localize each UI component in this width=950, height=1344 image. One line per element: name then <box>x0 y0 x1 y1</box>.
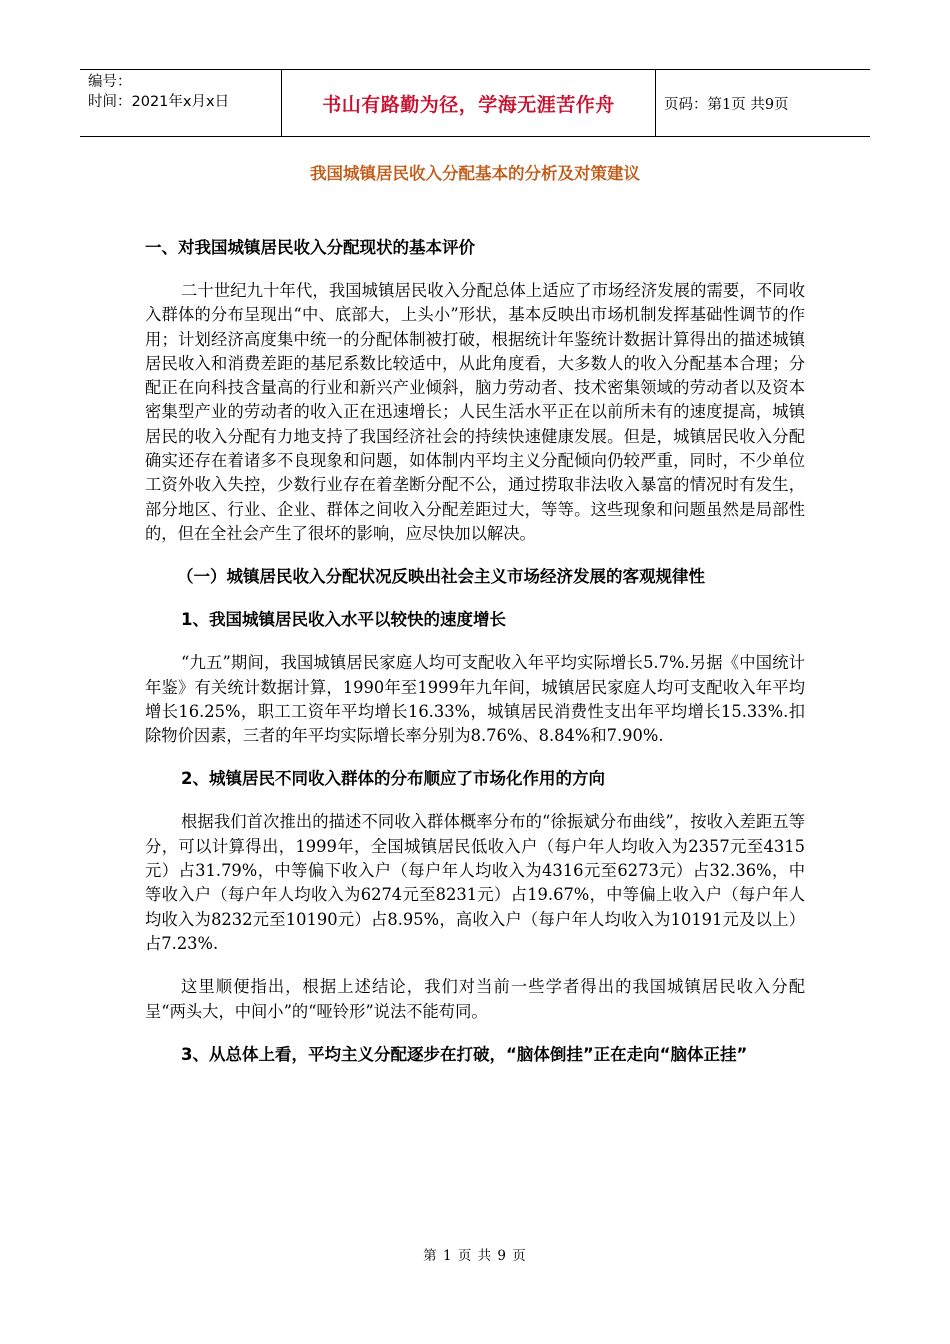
document-time-label: 时间：2021年x月x日 <box>88 94 230 110</box>
header-page-label: 页码：第1页 共9页 <box>664 96 789 113</box>
document-body <box>145 236 805 1086</box>
subsection-heading-1: （一）城镇居民收入分配状况反映出社会主义市场经济发展的客观规律性 <box>177 567 705 587</box>
header-motto: 书山有路勤为径，学海无涯苦作舟 <box>282 70 656 136</box>
page-header <box>80 69 870 137</box>
point-heading-3: 3、从总体上看，平均主义分配逐步在打破，“脑体倒挂”正在走向“脑体正挂” <box>181 1044 748 1064</box>
document-number-label: 编号： <box>88 74 132 90</box>
paragraph-3: 根据我们首次推出的描述不同收入群体概率分布的“徐振斌分布曲线”，按收入差距五等分，可以计算得出，1999年，全国城镇居民低收入户（每户年人均收入为2357元至4315元）占31.79%，中等偏下收入户（每户年人均收入为4316元至6273元）占32.36%，中等收入户（每户年人均收入为6274元至8231元）占19.67%，中等偏上收入户（每户年人均收入为8232元至10190元）占8.95%，高收入户（每户年人均收入为10191元及以上）占7.23%. <box>145 812 805 953</box>
document-title: 我国城镇居民收入分配基本的分析及对策建议 <box>310 164 640 183</box>
section-heading-1: 一、对我国城镇居民收入分配现状的基本评价 <box>145 238 475 257</box>
page-footer: 第 1 页 共 9 页 <box>423 1248 527 1264</box>
paragraph-4: 这里顺便指出，根据上述结论，我们对当前一些学者得出的我国城镇居民收入分配呈“两头大，中间小”的“哑铃形”说法不能苟同。 <box>145 977 805 1021</box>
header-meta <box>80 70 282 136</box>
paragraph-1: 二十世纪九十年代，我国城镇居民收入分配总体上适应了市场经济发展的需要，不同收入群体的分布呈现出“中、底部大，上头小”形状，基本反映出市场机制发挥基础性调节的作用；计划经济高度集中统一的分配体制被打破，根据统计年鉴统计数据计算得出的描述城镇居民收入和消费差距的基尼系数比较适中，从此角度看，大多数人的收入分配基本合理；分配正在向科技含量高的行业和新兴产业倾斜，脑力劳动者、技术密集领域的劳动者以及资本密集型产业的劳动者的收入正在迅速增长；人民生活水平正在以前所未有的速度提高，城镇居民的收入分配有力地支持了我国经济社会的持续快速健康发展。但是，城镇居民收入分配确实还存在着诸多不良现象和问题，如体制内平均主义分配倾向仍较严重，同时，不少单位工资外收入失控，少数行业存在着垄断分配不公，通过捞取非法收入暴富的情况时有发生，部分地区、行业、企业、群体之间收入分配差距过大，等等。这些现象和问题虽然是局部性的，但在全社会产生了很坏的影响，应尽快加以解决。 <box>145 281 805 543</box>
paragraph-2: “九五”期间，我国城镇居民家庭人均可支配收入年平均实际增长5.7%.另据《中国统计年鉴》有关统计数据计算，1990年至1999年九年间，城镇居民家庭人均可支配收入年平均增长16.25%，职工工资年平均增长16.33%，城镇居民消费性支出年平均增长15.33%.扣除物价因素，三者的年平均实际增长率分别为8.76%、8.84%和7.90%. <box>145 653 805 746</box>
point-heading-2: 2、城镇居民不同收入群体的分布顺应了市场化作用的方向 <box>181 769 605 789</box>
point-heading-1: 1、我国城镇居民收入水平以较快的速度增长 <box>181 610 506 630</box>
